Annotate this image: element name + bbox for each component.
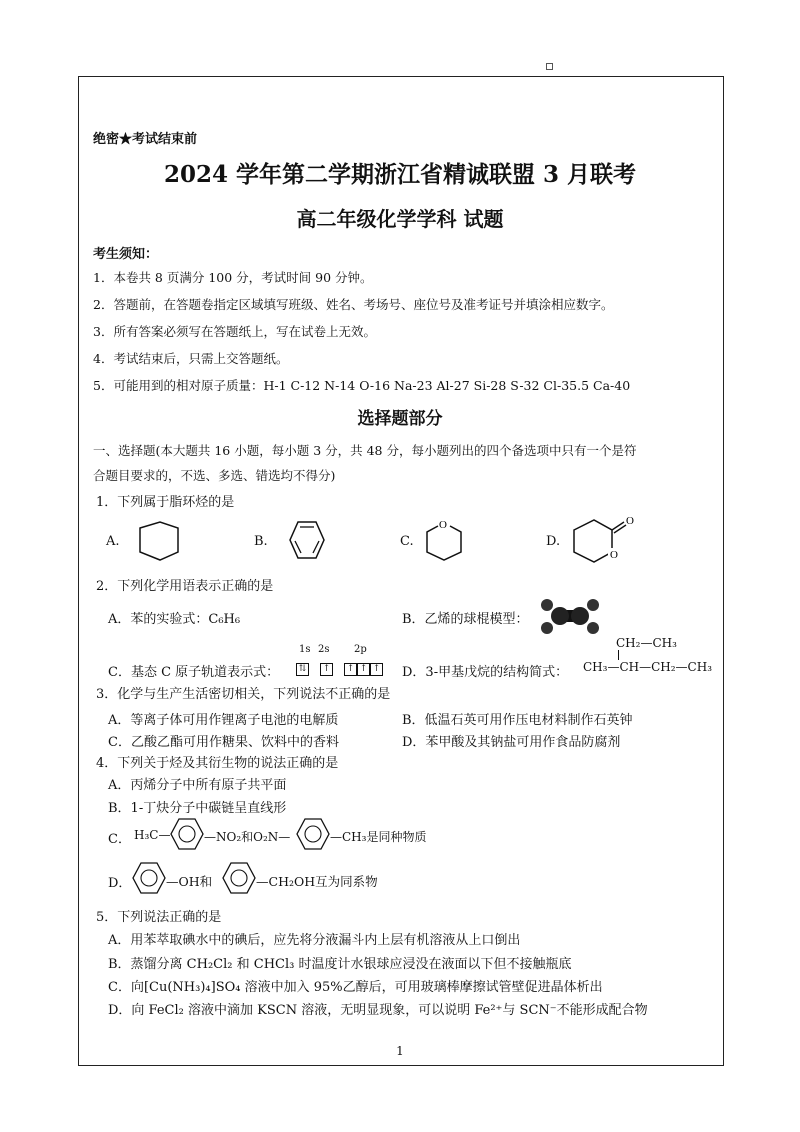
q3-stem: 3．化学与生产生活密切相关，下列说法不正确的是 — [96, 687, 391, 702]
q2-option-b: B．乙烯的球棍模型： — [402, 612, 529, 627]
section-intro-line1: 一、选择题(本大题共 16 小题，每小题 3 分，共 48 分，每小题列出的四个备选项中只有一个是符 — [93, 443, 637, 458]
q4-c-suffix: —CH₃是同种物质 — [330, 830, 427, 844]
orbital-box-2p: ↑ — [357, 663, 370, 676]
scan-mark — [546, 63, 553, 70]
q1-option-c-label: C. — [400, 534, 414, 549]
cyclohexane-structure — [130, 522, 190, 566]
note-item: 5．可能用到的相对原子质量：H-1 C-12 N-14 O-16 Na-23 Al-27 Si-28 S-32 Cl-35.5 Ca-40 — [93, 378, 631, 393]
orbital-box-2s: ↑ — [320, 663, 333, 676]
section-title: 选择题部分 — [357, 409, 443, 429]
methylpentane-branch: CH₂—CH₃ — [616, 636, 677, 650]
orbital-1s-label: 1s — [299, 644, 311, 655]
q3-option-b: B．低温石英可用作压电材料制作石英钟 — [402, 713, 633, 728]
q1-option-b-label: B. — [254, 534, 268, 549]
orbital-2s-label: 2s — [318, 644, 330, 655]
ethylene-ball-stick-model — [538, 597, 602, 637]
tetrahydropyran-structure — [424, 510, 484, 566]
orbital-diagram — [296, 659, 383, 678]
benzene-ring-c2 — [296, 818, 332, 852]
exam-title: 2024 学年第二学期浙江省精诚联盟 3 月联考 — [163, 161, 637, 188]
note-item: 1．本卷共 8 页满分 100 分，考试时间 90 分钟。 — [93, 270, 373, 285]
q2-option-c: C．基态 C 原子轨道表示式： — [108, 665, 280, 680]
benzyl-alcohol-ring — [222, 862, 258, 896]
confidential-label: 绝密★考试结束前 — [93, 132, 198, 147]
q2-option-a: A．苯的实验式：C₆H₆ — [108, 612, 241, 627]
note-item: 4．考试结束后，只需上交答题纸。 — [93, 351, 289, 366]
ring-oxygen-label: O — [610, 549, 618, 561]
q5-option-d: D．向 FeCl₂ 溶液中滴加 KSCN 溶液，无明显现象，可以说明 Fe²⁺与 SCN⁻不能形成配合物 — [108, 1003, 648, 1018]
q2-option-d: D．3-甲基戊烷的结构简式： — [402, 665, 569, 680]
section-intro-line2: 合题目要求的，不选、多选、错选均不得分) — [93, 468, 336, 483]
orbital-2p-label: 2p — [354, 644, 367, 655]
q4-option-d-prefix: D． — [108, 876, 132, 891]
q1-stem: 1．下列属于脂环烃的是 — [96, 495, 235, 510]
orbital-box-2p: ↑ — [370, 663, 383, 676]
q5-option-c: C．向[Cu(NH₃)₄]SO₄ 溶液中加入 95%乙醇后，可用玻璃棒摩擦试管壁促进晶体析出 — [108, 980, 603, 995]
note-item: 2．答题前，在答题卷指定区域填写班级、姓名、考场号、座位号及准考证号并填涂相应数字。 — [93, 297, 614, 312]
notes-heading: 考生须知： — [93, 247, 159, 262]
benzene-ring-c1 — [170, 818, 206, 852]
q3-option-c: C．乙酸乙酯可用作糖果、饮料中的香料 — [108, 735, 339, 750]
q5-option-a: A．用苯萃取碘水中的碘后，应先将分液漏斗内上层有机溶液从上口倒出 — [108, 933, 521, 948]
carbonyl-oxygen-label: O — [626, 515, 634, 527]
q4-option-a: A．丙烯分子中所有原子共平面 — [108, 778, 287, 793]
q5-stem: 5．下列说法正确的是 — [96, 910, 222, 925]
q4-c-nitro-and: —NO₂和O₂N— — [204, 830, 291, 844]
orbital-box-1s: ⇅ — [296, 663, 309, 676]
benzene-structure — [278, 520, 338, 566]
orbital-box-2p: ↑ — [344, 663, 357, 676]
q4-c-methyl-group: H₃C— — [134, 828, 171, 842]
q1-option-d-label: D. — [546, 534, 561, 549]
q4-d-hydroxyl-and: —OH和 — [166, 874, 213, 889]
q4-option-b: B．1-丁炔分子中碳链呈直线形 — [108, 801, 287, 816]
page-number: 1 — [396, 1044, 404, 1058]
q1-option-a-label: A. — [106, 534, 120, 549]
branch-bond — [618, 650, 619, 660]
q5-option-b: B．蒸馏分离 CH₂Cl₂ 和 CHCl₃ 时温度计水银球应浸没在液面以下但不接触瓶底 — [108, 957, 572, 972]
methylpentane-main-chain: CH₃—CH—CH₂—CH₃ — [583, 660, 713, 674]
exam-subtitle: 高二年级化学学科 试题 — [296, 207, 504, 231]
q4-option-c-prefix: C． — [108, 832, 131, 847]
q4-d-suffix: —CH₂OH互为同系物 — [256, 874, 378, 889]
oxygen-label: O — [439, 519, 447, 531]
q3-option-d: D．苯甲酸及其钠盐可用作食品防腐剂 — [402, 735, 621, 750]
note-item: 3．所有答案必须写在答题纸上，写在试卷上无效。 — [93, 324, 376, 339]
q4-stem: 4．下列关于烃及其衍生物的说法正确的是 — [96, 756, 339, 771]
q3-option-a: A．等离子体可用作锂离子电池的电解质 — [108, 713, 339, 728]
phenol-ring — [132, 862, 168, 896]
lactone-structure — [570, 510, 650, 566]
q2-stem: 2．下列化学用语表示正确的是 — [96, 579, 274, 594]
